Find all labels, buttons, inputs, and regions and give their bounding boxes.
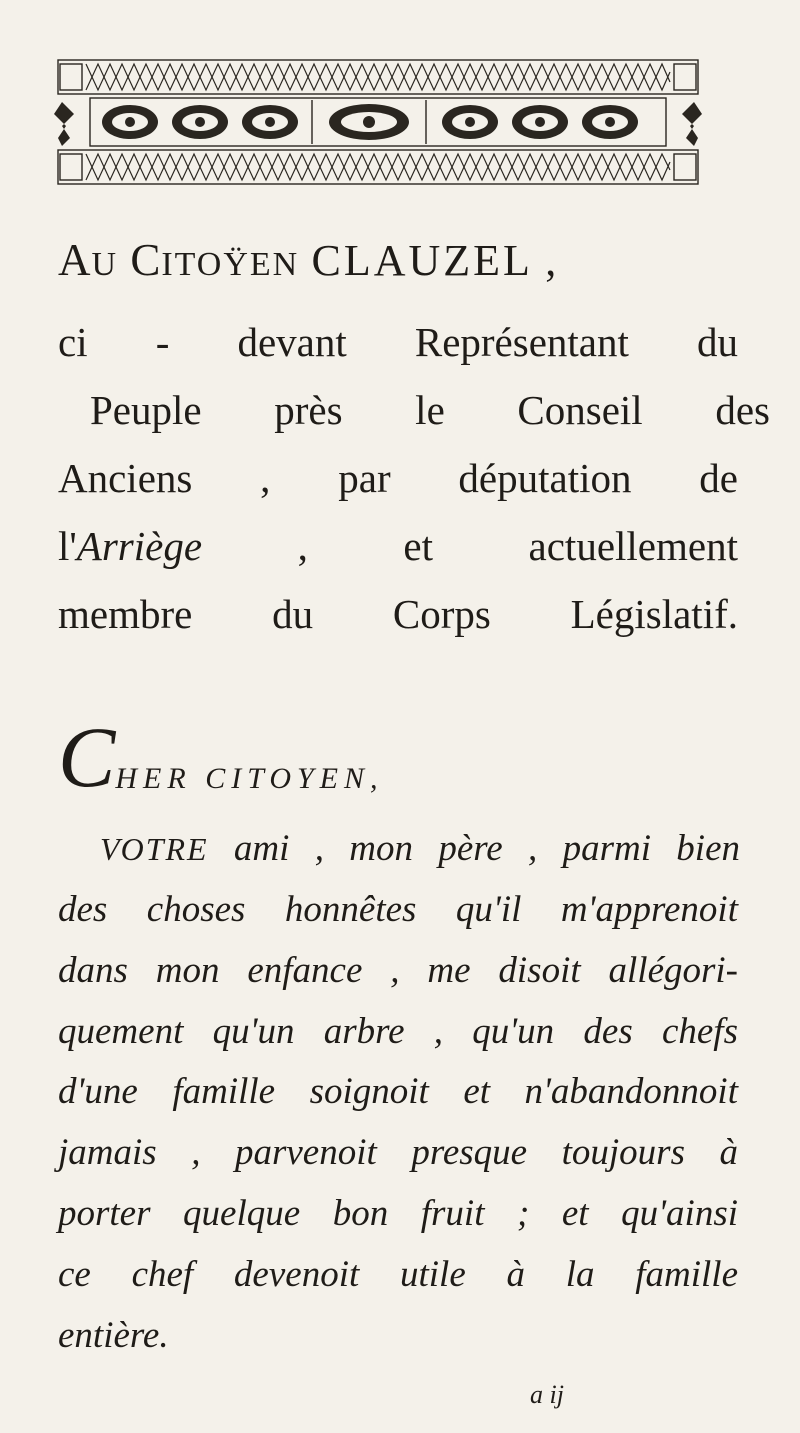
heading-au-initial: A bbox=[58, 235, 92, 285]
body-line-8: ce chef devenoit utile à la famille bbox=[58, 1254, 738, 1295]
ornamental-header-band bbox=[50, 52, 706, 192]
body-line-7: porter quelque bon fruit ; et qu'ainsi bbox=[58, 1193, 738, 1234]
body-line-1-first-word: VOTRE bbox=[100, 831, 209, 867]
heading-citoyen-initial: C bbox=[130, 235, 162, 285]
body-line-2: des choses honnêtes qu'il m'apprenoit bbox=[58, 889, 738, 930]
body-line-6: jamais , parvenoit presque toujours à bbox=[58, 1132, 738, 1173]
intro-line-4 bbox=[58, 523, 738, 569]
intro-line-3: Anciens , par députation de bbox=[58, 455, 738, 501]
body-line-5: d'une famille soignoit et n'abandonnoit bbox=[58, 1071, 738, 1112]
heading-citoyen-rest: ITOŸEN bbox=[161, 246, 300, 283]
body-line-3: dans mon enfance , me disoit allégori- bbox=[58, 950, 738, 991]
heading-au-rest: U bbox=[91, 246, 119, 283]
intro-line-1: ci - devant Représentant du bbox=[58, 319, 738, 365]
intro-line-4-prefix: l' bbox=[58, 523, 77, 569]
salutation-rest: HER CITOYEN, bbox=[115, 762, 384, 795]
body-line-9: entière. bbox=[58, 1315, 169, 1356]
intro-line-5: membre du Corps Législatif. bbox=[58, 591, 738, 637]
body-line-1-rest: ami , mon père , parmi bien bbox=[208, 828, 740, 869]
address-heading bbox=[58, 235, 758, 285]
signature-mark: a ij bbox=[530, 1380, 564, 1409]
intro-line-4-place: Arriège bbox=[76, 523, 203, 569]
salutation bbox=[58, 709, 384, 805]
heading-name: CLAUZEL , bbox=[311, 236, 560, 285]
salutation-dropcap: C bbox=[58, 709, 116, 805]
body-line-4: quement qu'un arbre , qu'un des chefs bbox=[58, 1011, 738, 1052]
body-line-1 bbox=[100, 830, 740, 867]
intro-line-4-rest: , et actuellement bbox=[202, 523, 738, 569]
intro-line-2: Peuple près le Conseil des bbox=[90, 387, 770, 433]
